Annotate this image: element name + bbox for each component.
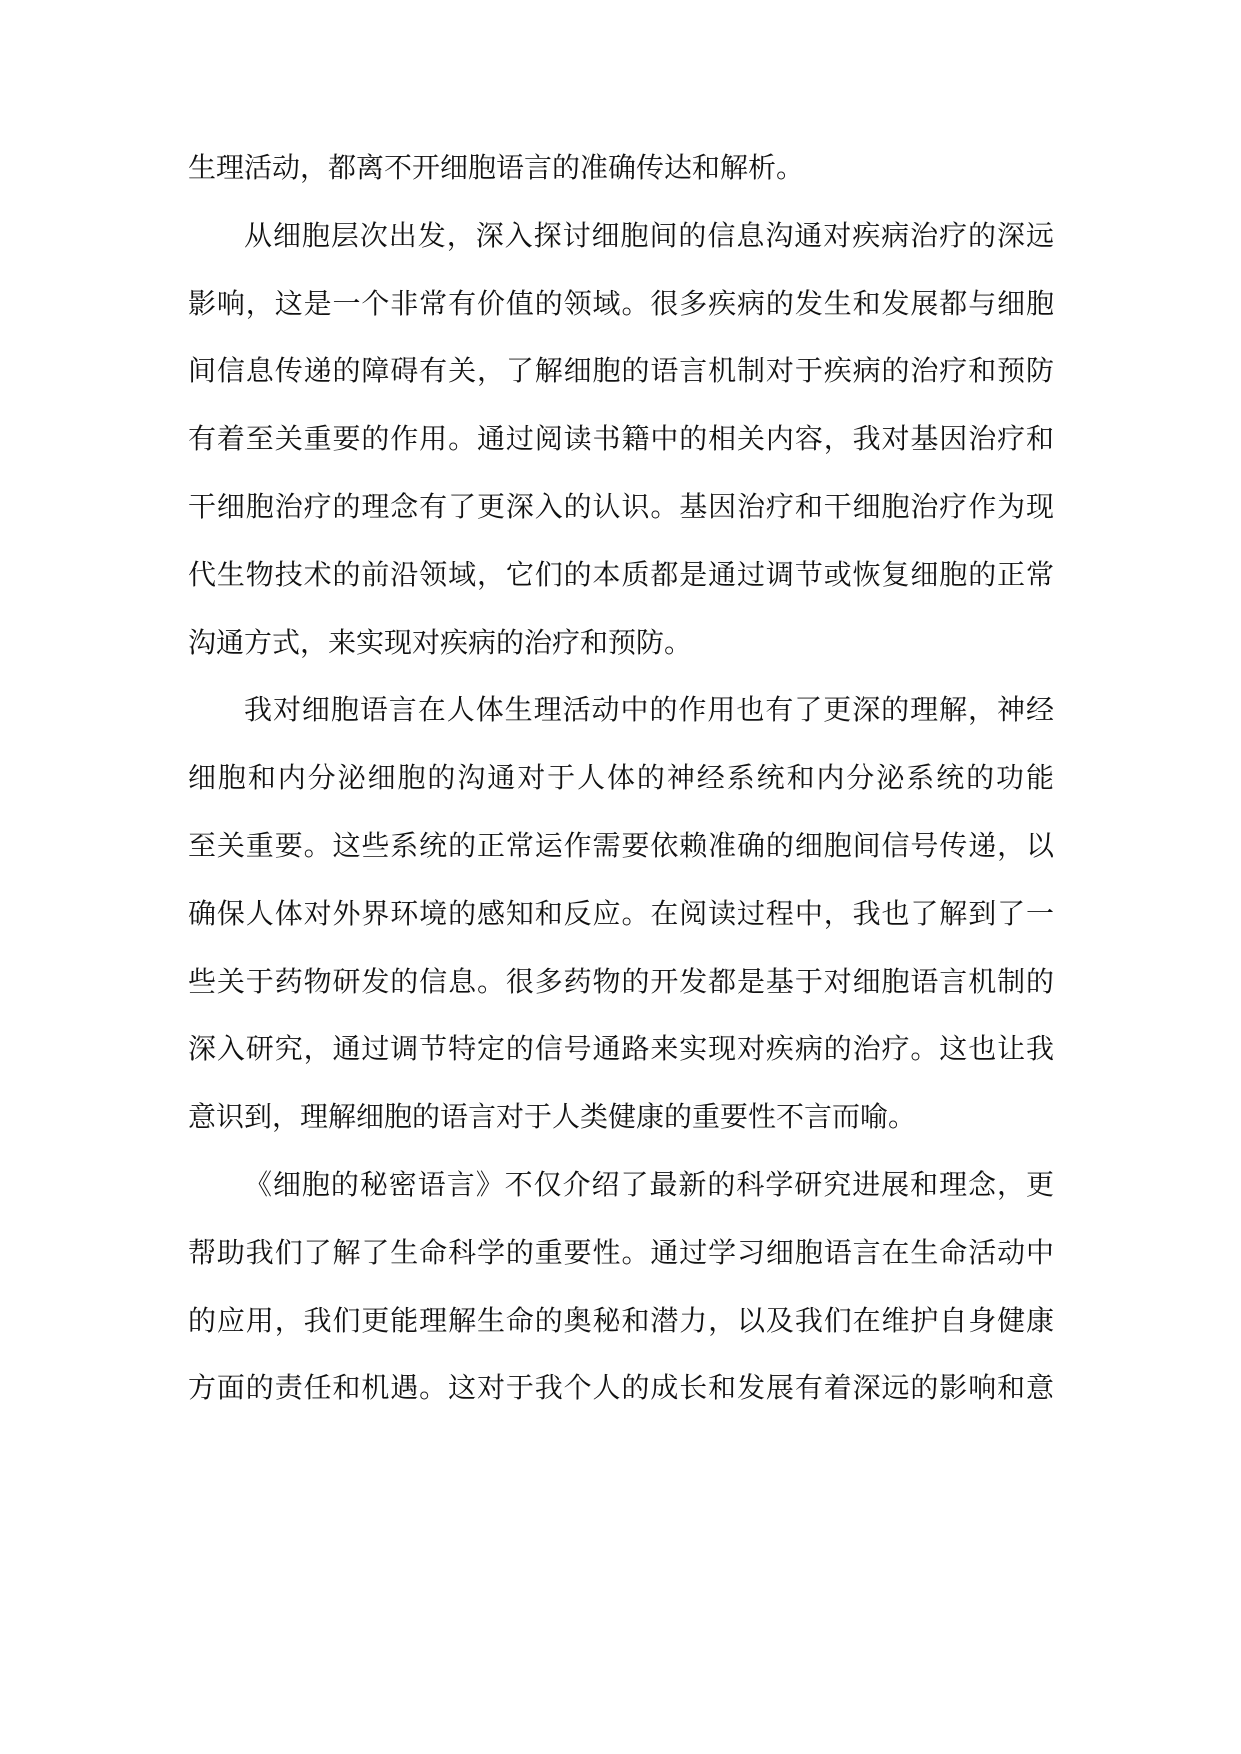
text-line: 的应用，我们更能理解生命的奥秘和潜力，以及我们在维护自身健康 [188,1303,1054,1337]
text-line: 意识到，理解细胞的语言对于人类健康的重要性不言而喻。 [188,1100,917,1134]
text-line: 确保人体对外界环境的感知和反应。在阅读过程中，我也了解到了一 [188,896,1054,930]
text-line: 至关重要。这些系统的正常运作需要依赖准确的细胞间信号传递，以 [188,828,1054,862]
text-line: 间信息传递的障碍有关，了解细胞的语言机制对于疾病的治疗和预防 [188,354,1054,388]
text-line: 帮助我们了解了生命科学的重要性。通过学习细胞语言在生命活动中 [188,1235,1054,1269]
text-line: 细胞和内分泌细胞的沟通对于人体的神经系统和内分泌系统的功能 [188,761,1054,795]
paragraph-first-line: 从细胞层次出发，深入探讨细胞间的信息沟通对疾病治疗的深远 [244,218,1054,252]
text-line: 些关于药物研发的信息。很多药物的开发都是基于对细胞语言机制的 [188,964,1054,998]
text-line: 深入研究，通过调节特定的信号通路来实现对疾病的治疗。这也让我 [188,1032,1054,1066]
text-line: 影响，这是一个非常有价值的领域。很多疾病的发生和发展都与细胞 [188,286,1054,320]
body-text [188,148,1054,1436]
text-line: 有着至关重要的作用。通过阅读书籍中的相关内容，我对基因治疗和 [188,422,1054,456]
text-line: 沟通方式，来实现对疾病的治疗和预防。 [188,625,693,659]
text-line: 代生物技术的前沿领域，它们的本质都是通过调节或恢复细胞的正常 [188,557,1054,591]
paragraph-first-line: 我对细胞语言在人体生理活动中的作用也有了更深的理解，神经 [244,693,1054,727]
paragraph-first-line: 《细胞的秘密语言》不仅介绍了最新的科学研究进展和理念，更 [244,1167,1054,1201]
text-line: 生理活动，都离不开细胞语言的准确传达和解析。 [188,151,805,184]
text-line: 干细胞治疗的理念有了更深入的认识。基因治疗和干细胞治疗作为现 [188,489,1054,523]
text-line: 方面的责任和机遇。这对于我个人的成长和发展有着深远的影响和意 [188,1371,1054,1405]
